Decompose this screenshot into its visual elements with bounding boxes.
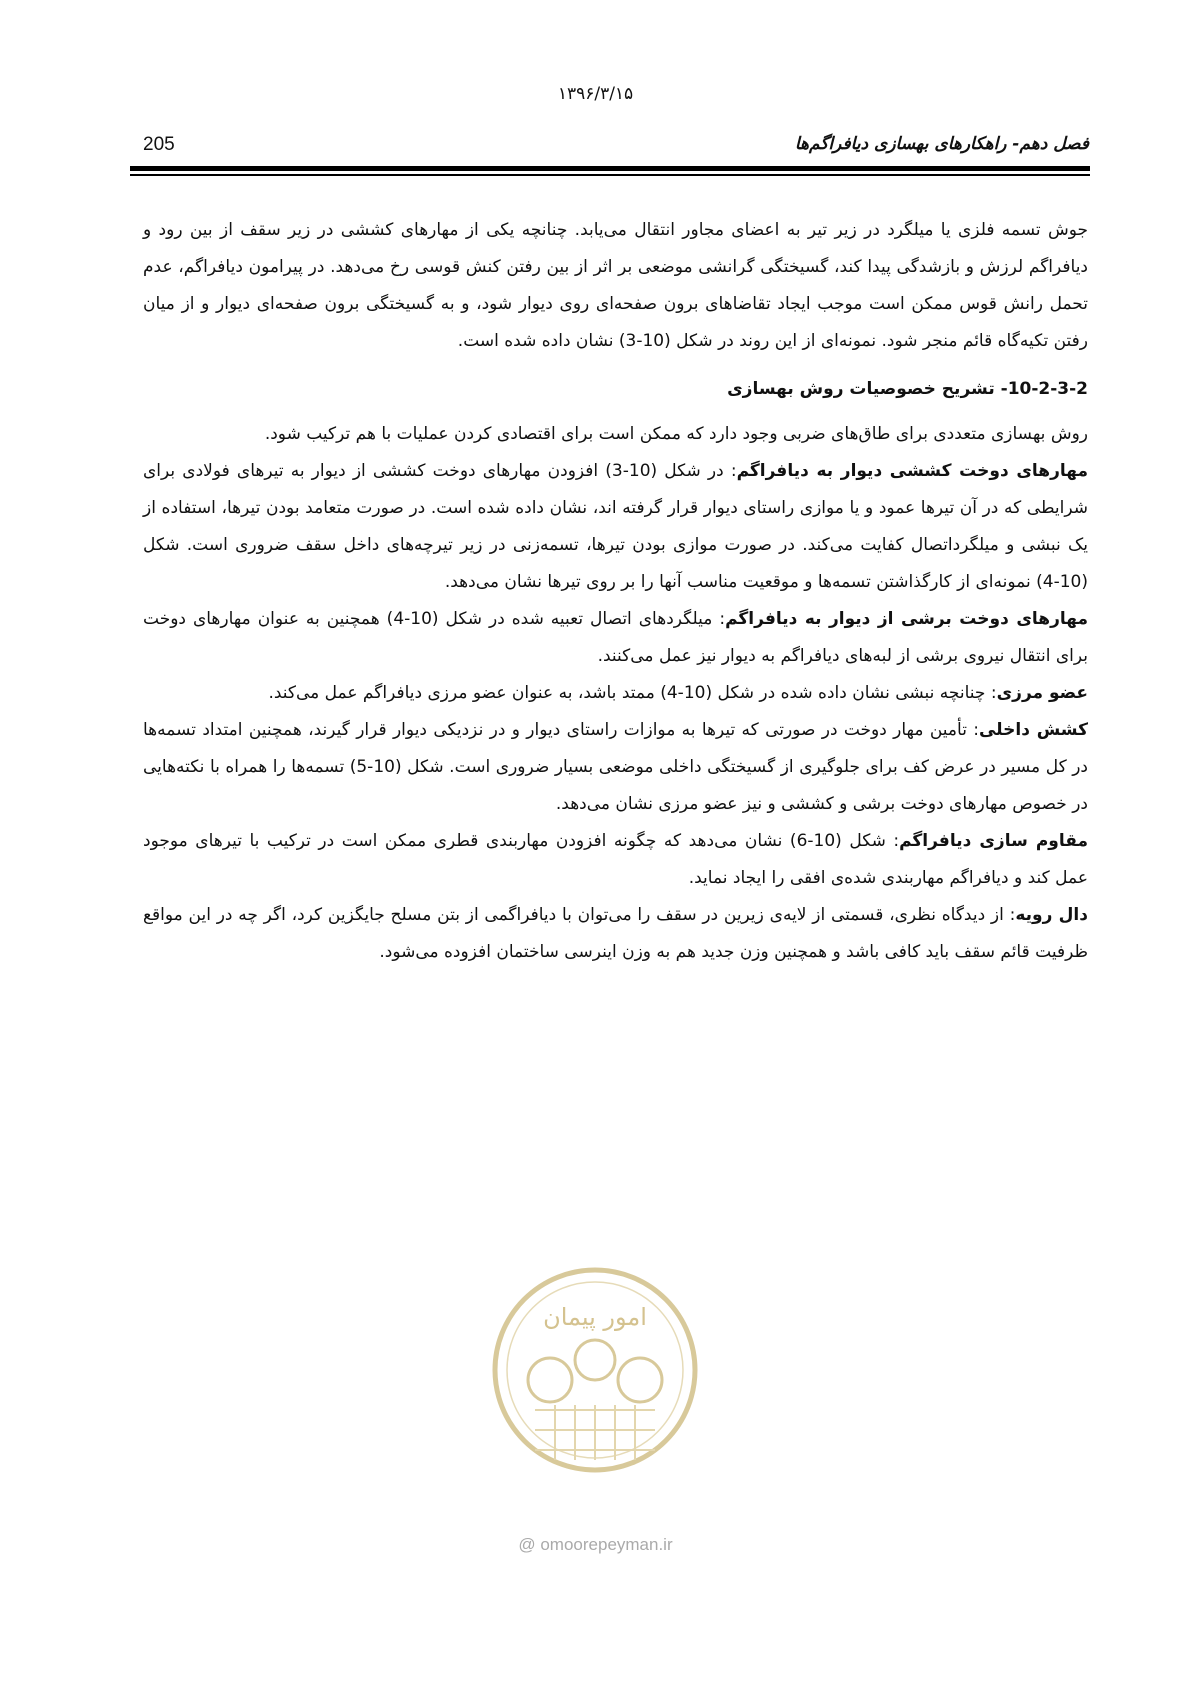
logo-text: امور پیمان [543,1303,647,1331]
website-footer: @ omoorepeyman.ir [518,1535,673,1554]
paragraph-intro: جوش تسمه فلزی یا میلگرد در زیر تیر به اعضای مجاور انتقال می‌یابد. چنانچه یکی از مهارهای کششی در زیر سقف از بین رود و دیافراگم لرزش و بازشدگی پیدا کند، گسیختگی گرانشی موضعی بر اثر از بین رفتن کنش قوسی رخ می‌دهد. در پیرامون دیافراگم، عدم تحمل رانش قوس ممکن است موجب ایجاد تقاضاهای برون صفحه‌ای روی دیوار شود، و به گسیختگی برون صفحه‌ای دیوار و از میان رفتن تکیه‌گاه قائم منجر شود. نمونه‌ای از این روند در شکل (10-3) نشان داده شده است. [143,220,1088,351]
term-internal-tension: کشش داخلی [978,720,1088,740]
paragraph-internal-tension [143,712,1088,823]
term-boundary: عضو مرزی [996,683,1088,703]
text-strengthening: : شکل (10-6) نشان می‌دهد که چگونه افزودن مهاربندی قطری ممکن است در ترکیب با تیرهای موجود عمل کند و دیافراگم مهاربندی شده‌ی افقی را ایجاد نماید. [143,831,1088,888]
body-text [143,212,1088,971]
watermark-logo [485,1260,705,1500]
paragraph-topping-slab [143,897,1088,971]
page-number: 205 [143,134,175,155]
section-heading: 10-2-3-2- تشریح خصوصیات روش بهسازی [727,379,1088,399]
term-tension-ties: مهارهای دوخت کششی دیوار به دیافراگم [736,461,1088,481]
term-topping-slab: دال رویه [1015,905,1088,925]
paragraph-tension-ties [143,453,1088,601]
text-internal-tension: : تأمین مهار دوخت در صورتی که تیرها به موازات راستای دیوار و در نزدیکی دیوار قرار گیرند، همچنین امتداد تسمه‌ها در کل مسیر در عرض کف برای جلوگیری از گسیختگی داخلی موضعی بسیار ضروری است. شکل (10-5) تسمه‌ها را همراه با نکته‌هایی در خصوص مهارهای دوخت برشی و کششی و نیز عضو مرزی نشان می‌دهد. [143,720,1088,814]
website-url: omoorepeyman.ir [540,1535,673,1554]
paragraph-methods: روش بهسازی متعددی برای طاق‌های ضربی وجود دارد که ممکن است برای اقتصادی کردن عملیات با هم ترکیب شود. [264,424,1088,444]
text-tension-ties: : در شکل (10-3) افزودن مهارهای دوخت کششی از دیوار به تیرهای فولادی برای شرایطی که در آن تیرها عمود و یا موازی راستای دیوار قرار گرفته اند، نشان داده شده است. در صورت متعامد بودن تیرها، استفاده از یک نبشی و میلگرداتصال کفایت می‌کند. در صورت موازی بودن تیرها، تسمه‌زنی در زیر تیرچه‌های داخل سقف ضروری است. شکل (10-4) نمونه‌ای از کارگذاشتن تسمه‌ها و موقعیت مناسب آنها را بر روی تیرها نشان می‌دهد. [143,461,1088,592]
document-date: ۱۳۹۶/۳/۱۵ [557,84,634,104]
header-rule-thick [130,166,1090,171]
paragraph-boundary [143,675,1088,712]
chapter-title: فصل دهم- راهکارهای بهسازی دیافراگم‌ها [794,134,1089,154]
text-shear-ties: : میلگردهای اتصال تعبیه شده در شکل (10-4) همچنین به عنوان مهارهای دوخت برای انتقال نیروی برشی از لبه‌های دیافراگم به دیوار نیز عمل می‌کنند. [143,609,1088,666]
text-topping-slab: : از دیدگاه نظری، قسمتی از لایه‌ی زیرین در سقف را می‌توان با دیافراگمی از بتن مسلح جایگزین کرد، اگر چه در این مواقع ظرفیت قائم سقف باید کافی باشد و همچنین وزن جدید هم به وزن اینرسی ساختمان افزوده می‌شود. [143,905,1088,962]
paragraph-shear-ties [143,601,1088,675]
term-shear-ties: مهارهای دوخت برشی از دیوار به دیافراگم [725,609,1088,629]
text-boundary: : چنانچه نبشی نشان داده شده در شکل (10-4) ممتد باشد، به عنوان عضو مرزی دیافراگم عمل می‌کند. [268,683,997,703]
header-rule-thin [130,174,1090,176]
term-strengthening: مقاوم سازی دیافراگم [899,831,1088,851]
paragraph-strengthening [143,823,1088,897]
